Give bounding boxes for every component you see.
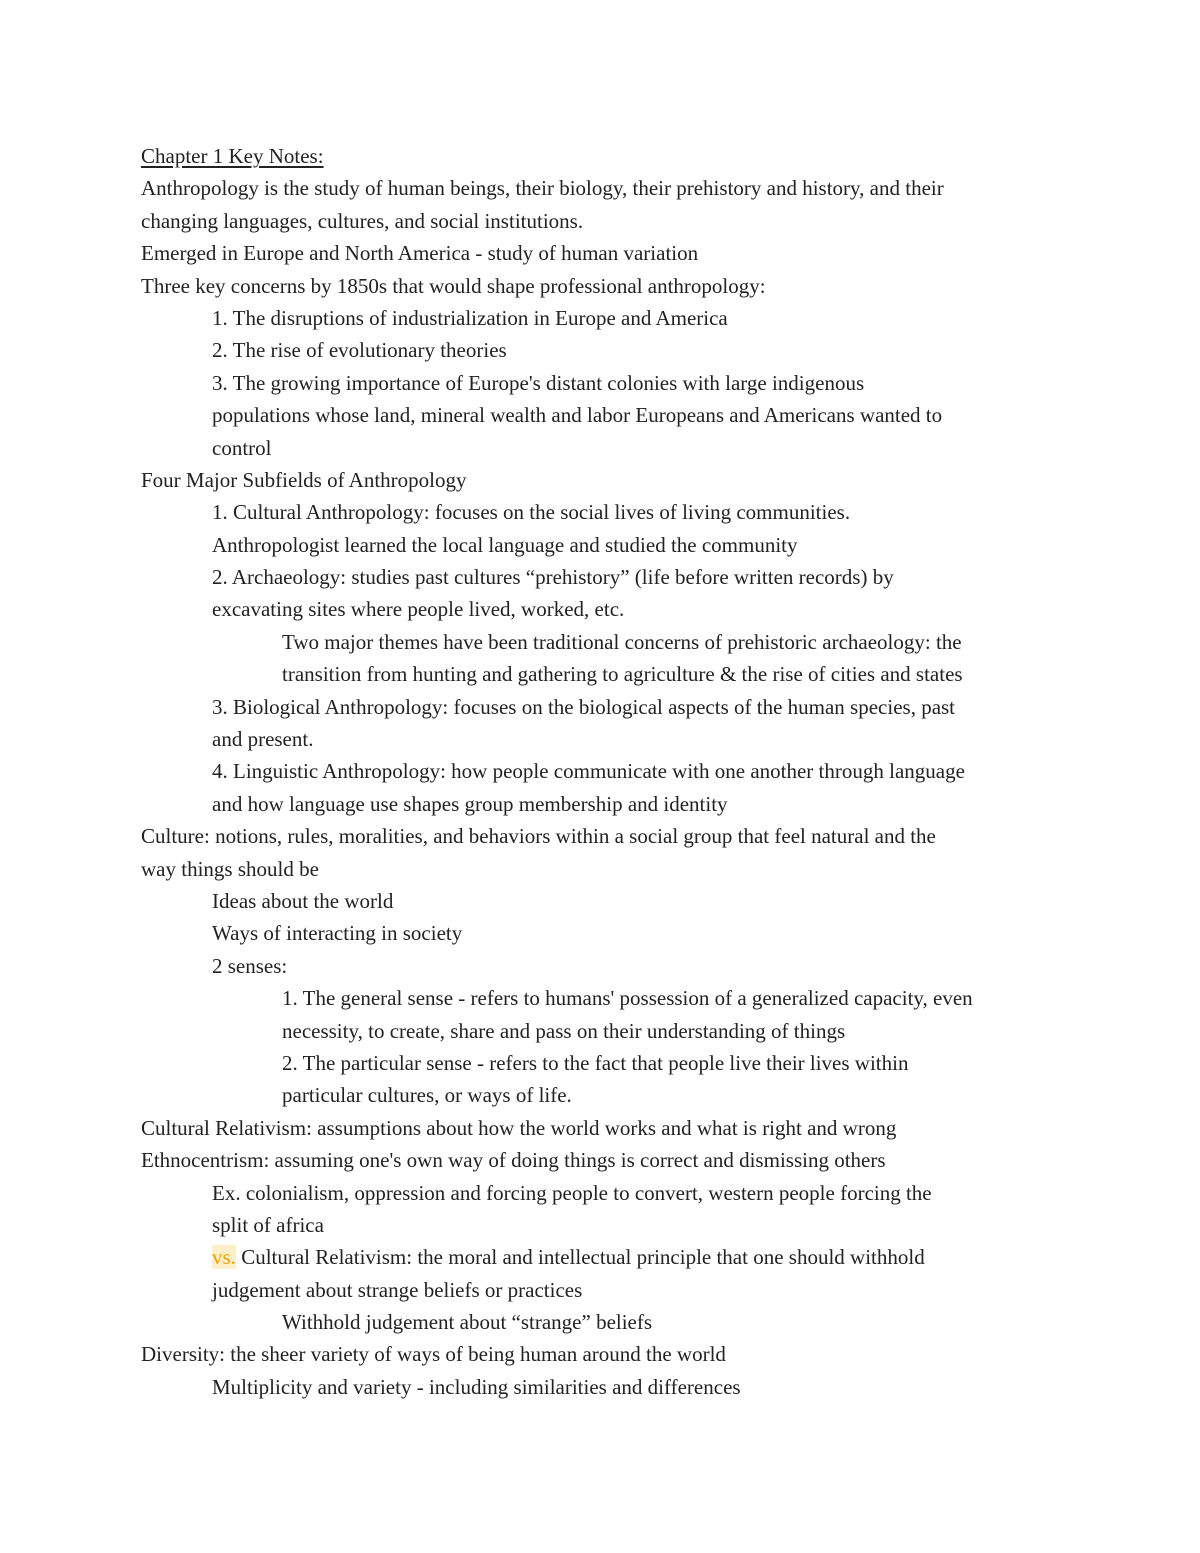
text-line: Anthropology is the study of human beings, their biology, their prehistory and history, and their [141, 176, 944, 201]
list-item: 1. Cultural Anthropology: focuses on the social lives of living communities. [212, 500, 851, 525]
text-line: Cultural Relativism: assumptions about how the world works and what is right and wrong [141, 1115, 897, 1140]
list-item: 2. Archaeology: studies past cultures “prehistory” (life before written records) by [212, 565, 894, 590]
list-item: control [212, 435, 272, 460]
highlighted-text: vs. [212, 1245, 236, 1270]
list-item: judgement about strange beliefs or practices [212, 1277, 583, 1302]
list-item: 2. The rise of evolutionary theories [212, 338, 507, 363]
list-item: Anthropologist learned the local language and studied the community [212, 532, 798, 557]
list-item: 3. The growing importance of Europe's distant colonies with large indigenous [212, 370, 865, 395]
document-body [141, 140, 1081, 1403]
list-item: and present. [212, 727, 314, 752]
text-line: Ethnocentrism: assuming one's own way of doing things is correct and dismissing others [141, 1148, 886, 1173]
sub-note: transition from hunting and gathering to agriculture & the rise of cities and states [282, 662, 963, 687]
sub-note: necessity, to create, share and pass on their understanding of things [282, 1018, 846, 1043]
list-item: Multiplicity and variety - including similarities and differences [212, 1374, 741, 1399]
vs-line-text: Cultural Relativism: the moral and intellectual principle that one should withhold [235, 1245, 925, 1270]
list-item: split of africa [212, 1212, 324, 1237]
sub-note: Withhold judgement about “strange” beliefs [282, 1310, 653, 1335]
list-item: Ways of interacting in society [212, 921, 463, 946]
list-item: 1. The disruptions of industrialization in Europe and America [212, 305, 728, 330]
text-line: Culture: notions, rules, moralities, and behaviors within a social group that feel natural and the [141, 824, 936, 849]
sub-note: Two major themes have been traditional concerns of prehistoric archaeology: the [282, 629, 962, 654]
list-item: and how language use shapes group membership and identity [212, 791, 728, 816]
text-line: changing languages, cultures, and social institutions. [141, 208, 584, 233]
list-item: Ex. colonialism, oppression and forcing people to convert, western people forcing the [212, 1180, 932, 1205]
sub-note: particular cultures, or ways of life. [282, 1083, 572, 1108]
list-item: excavating sites where people lived, worked, etc. [212, 597, 625, 622]
list-item: 3. Biological Anthropology: focuses on the biological aspects of the human species, past [212, 694, 956, 719]
text-line: Emerged in Europe and North America - study of human variation [141, 241, 699, 266]
text-line: way things should be [141, 856, 319, 881]
sub-note: 2. The particular sense - refers to the fact that people live their lives within [282, 1050, 909, 1075]
list-item: 2 senses: [212, 953, 288, 978]
text-line: Diversity: the sheer variety of ways of being human around the world [141, 1342, 726, 1367]
text-line: Three key concerns by 1850s that would shape professional anthropology: [141, 273, 766, 298]
list-item: Ideas about the world [212, 888, 394, 913]
list-item: populations whose land, mineral wealth and labor Europeans and Americans wanted to [212, 403, 943, 428]
sub-note: 1. The general sense - refers to humans' possession of a generalized capacity, even [282, 986, 973, 1011]
vs-line [141, 1241, 1081, 1273]
section-heading: Four Major Subfields of Anthropology [141, 467, 467, 492]
list-item: 4. Linguistic Anthropology: how people communicate with one another through language [212, 759, 965, 784]
document-title: Chapter 1 Key Notes: [141, 144, 324, 168]
